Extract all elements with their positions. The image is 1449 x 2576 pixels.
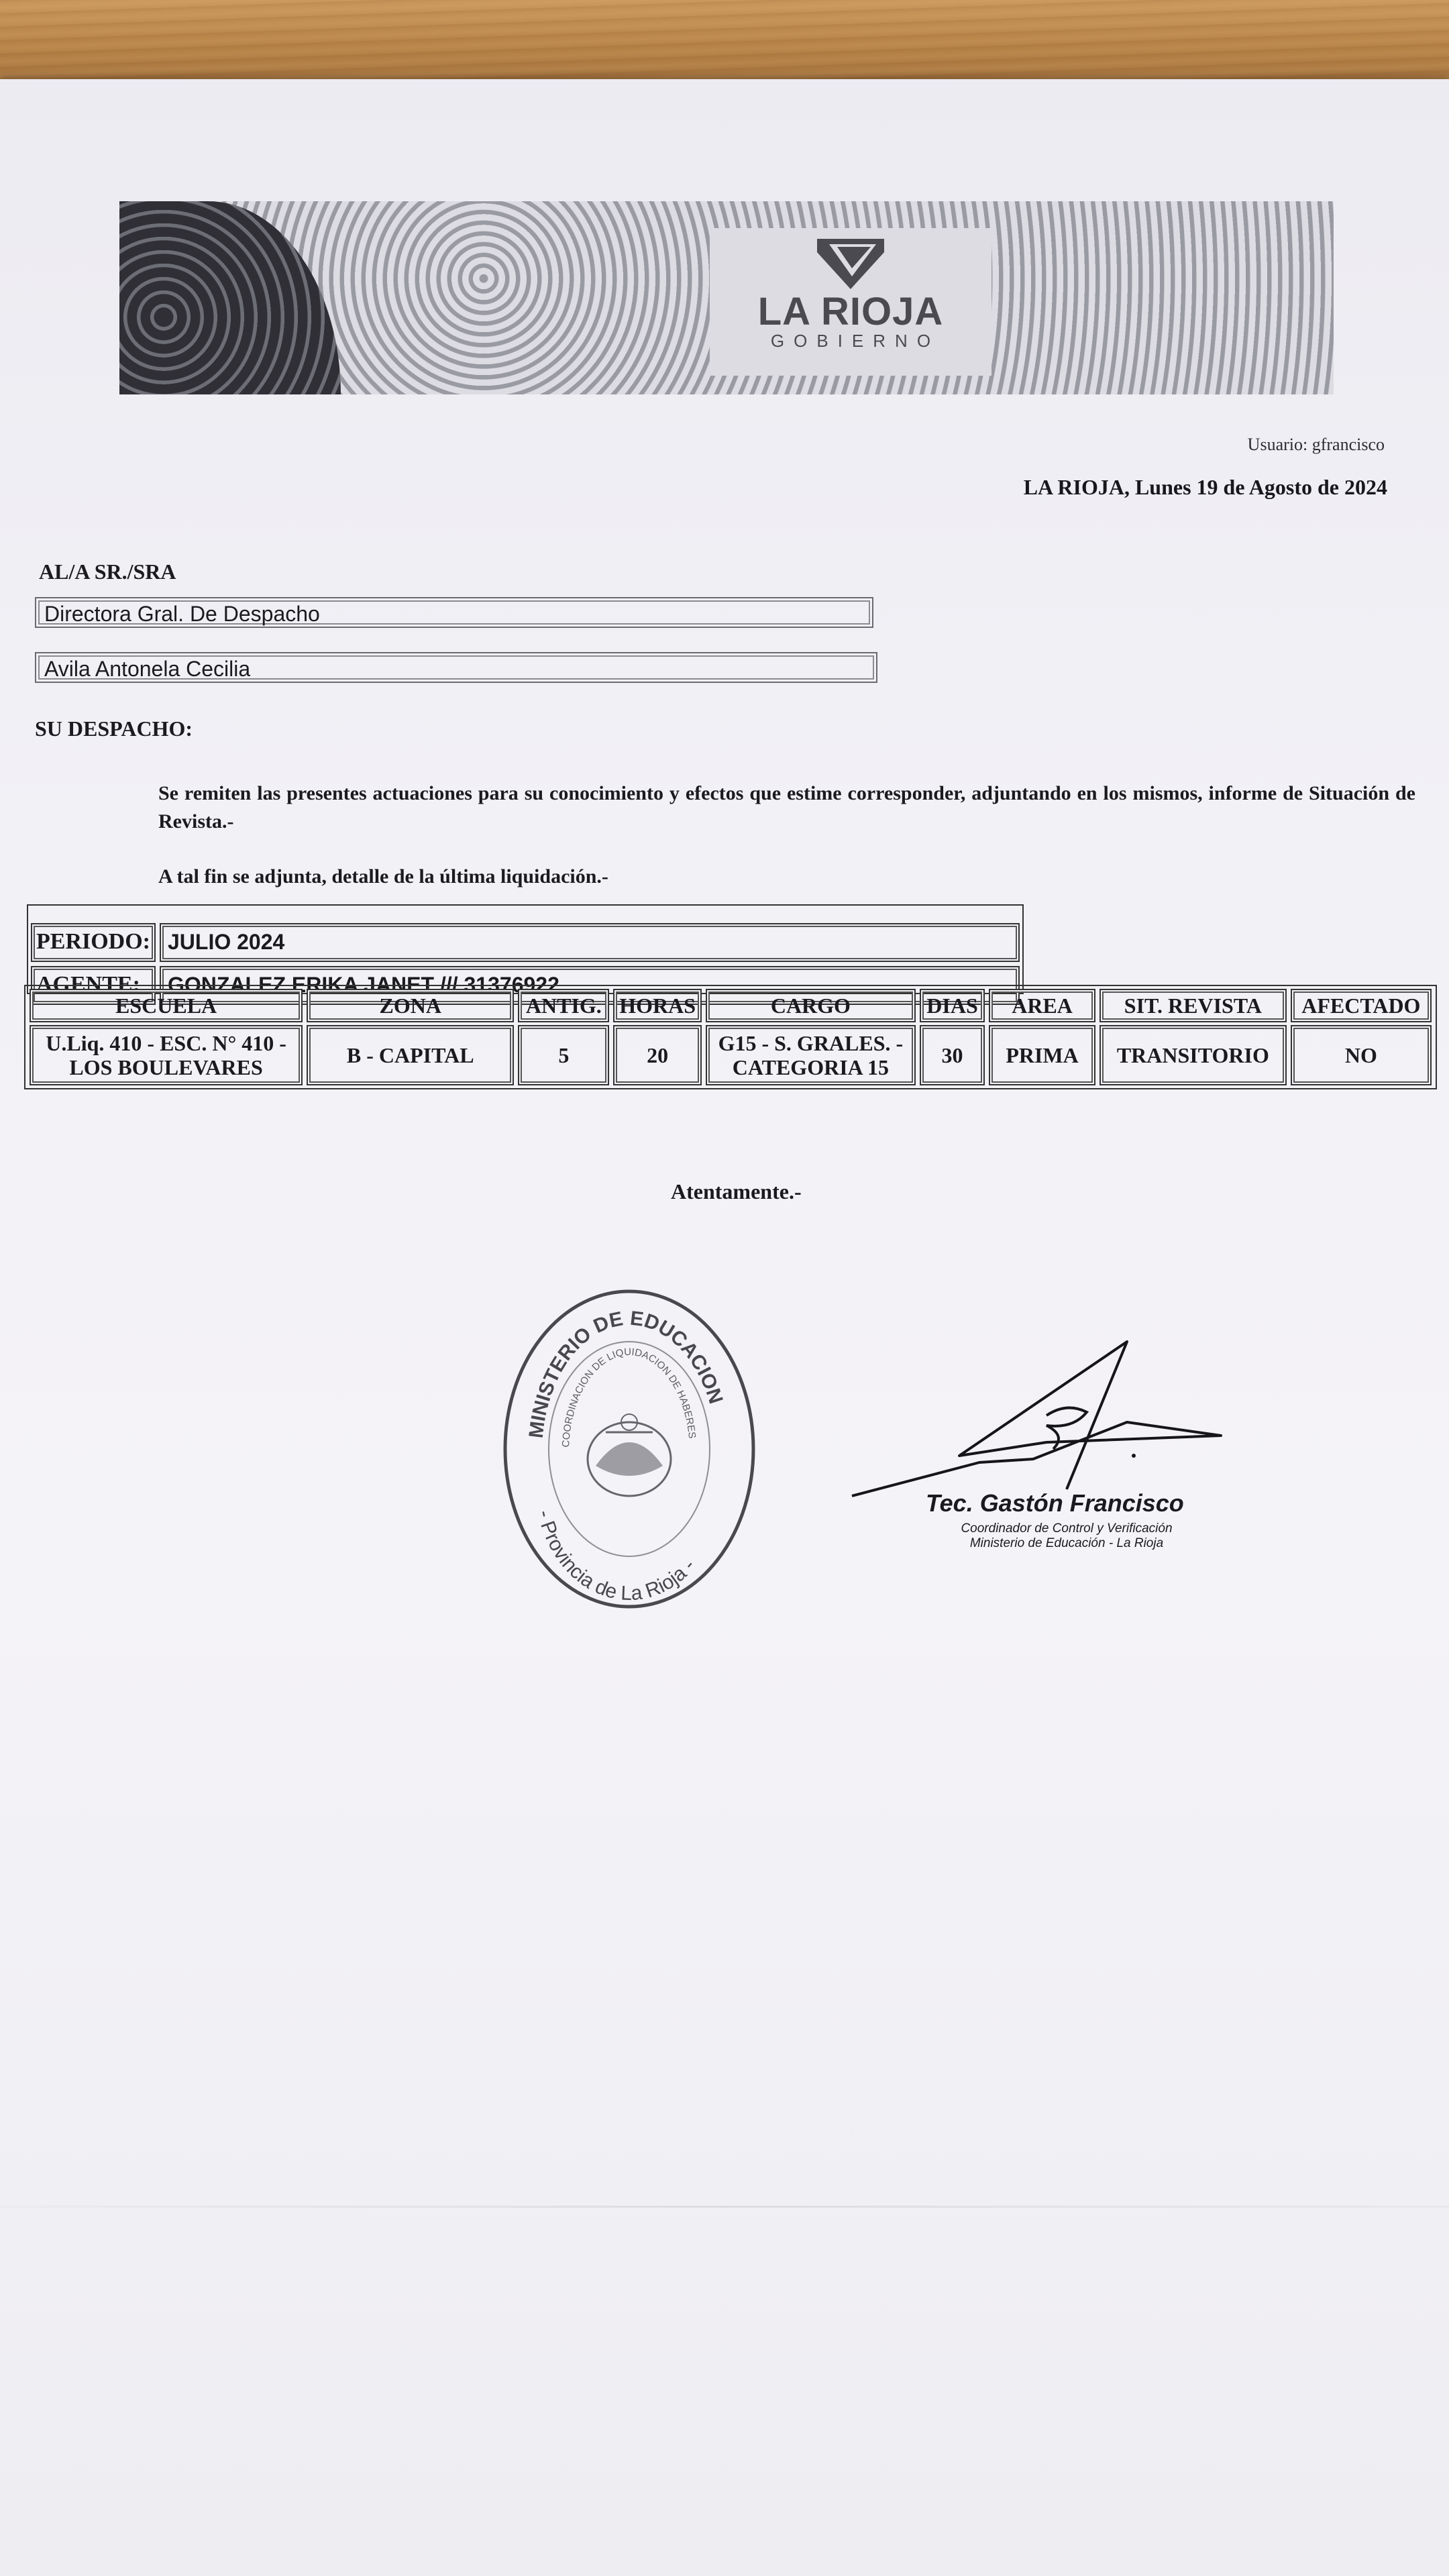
body-paragraph-2: A tal fin se adjunta, detalle de la última liquidación.- [158, 865, 608, 888]
periodo-label: PERIODO: [31, 923, 156, 962]
agente-label: AGENTE: [31, 966, 156, 1005]
stamp-inner-text: COORDINACION DE LIQUIDACION DE HABERES [560, 1346, 698, 1448]
cell-cargo: G15 - S. GRALES. - CATEGORIA 15 [706, 1025, 916, 1085]
user-line: Usuario: gfrancisco [1247, 435, 1385, 454]
cell-afectado: NO [1291, 1025, 1432, 1085]
col-header-cargo: CARGO [706, 989, 916, 1022]
addressee-label: AL/A SR./SRA [39, 559, 176, 584]
addressee-name-field: Avila Antonela Cecilia [35, 652, 877, 683]
logo-title: LA RIOJA [757, 290, 944, 333]
stamp-top-text: MINISTERIO DE EDUCACION [525, 1307, 727, 1440]
handwritten-signature [845, 1301, 1275, 1503]
paper-fold [0, 2206, 1449, 2208]
su-despacho-heading: SU DESPACHO: [35, 716, 193, 741]
coat-of-arms-icon [588, 1414, 671, 1496]
cell-area: PRIMA [989, 1025, 1095, 1085]
liquidation-detail-table [24, 985, 1437, 1089]
la-rioja-emblem-icon [810, 232, 891, 292]
svg-text:- Provincia de La Rioja - [533, 1508, 700, 1605]
col-header-horas: HORAS [613, 989, 702, 1022]
col-header-dias: DIAS [920, 989, 985, 1022]
table-header-row [30, 989, 1432, 1022]
cell-antig: 5 [518, 1025, 609, 1085]
cell-zona: B - CAPITAL [307, 1025, 514, 1085]
header-banner [119, 201, 1334, 394]
date-line: LA RIOJA, Lunes 19 de Agosto de 2024 [1023, 475, 1387, 499]
body-paragraph-1: Se remiten las presentes actuaciones para su conocimiento y efectos que estime corresponder, adjuntando en los mismos, informe de Situación de Revista.- [158, 782, 1415, 833]
agente-value: GONZALEZ ERIKA JANET /// 31376922 [160, 966, 1020, 1005]
col-header-zona: ZONA [307, 989, 514, 1022]
closing-text: Atentamente.- [671, 1179, 802, 1203]
banner-pattern [119, 201, 341, 394]
col-header-afectado: AFECTADO [1291, 989, 1432, 1022]
col-header-sit-revista: SIT. REVISTA [1099, 989, 1287, 1022]
cell-dias: 30 [920, 1025, 985, 1085]
col-header-escuela: ESCUELA [30, 989, 303, 1022]
signatory-role-line2: Ministerio de Educación - La Rioja [969, 1536, 1164, 1550]
col-header-antig: ANTIG. [518, 989, 609, 1022]
signatory-name: Tec. Gastón Francisco [926, 1489, 1184, 1517]
addressee-role-field: Directora Gral. De Despacho [35, 597, 873, 628]
stamp-bottom-text: - Provincia de La Rioja - [533, 1508, 700, 1605]
logo-subtitle: GOBIERNO [770, 331, 941, 351]
cell-sit-revista: TRANSITORIO [1099, 1025, 1287, 1085]
periodo-value: JULIO 2024 [160, 923, 1020, 962]
signatory-role [899, 1521, 1234, 1551]
government-logo [710, 228, 991, 376]
ministry-seal-stamp [495, 1285, 763, 1613]
cell-horas: 20 [613, 1025, 702, 1085]
signatory-role-line1: Coordinador de Control y Verificación [961, 1521, 1173, 1536]
table-row [30, 1025, 1432, 1085]
periodo-row [31, 923, 1020, 962]
cell-escuela: U.Liq. 410 - ESC. N° 410 - LOS BOULEVARES [30, 1025, 303, 1085]
col-header-area: AREA [989, 989, 1095, 1022]
svg-text:MINISTERIO DE EDUCACION [525, 1307, 727, 1440]
